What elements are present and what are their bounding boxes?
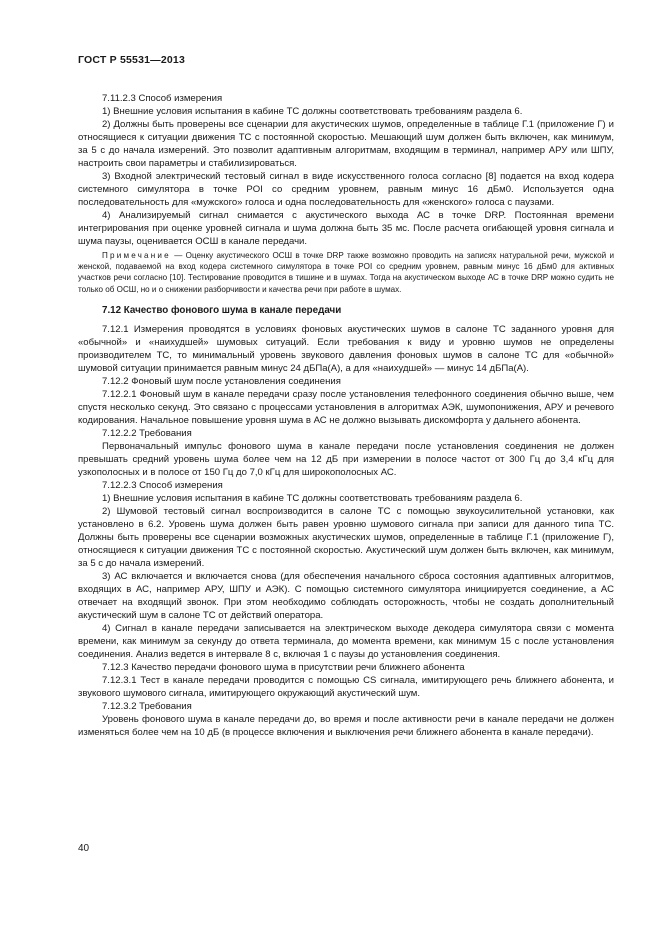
subsection-title: 7.11.2.3 Способ измерения (102, 93, 223, 104)
paragraph: 4) Сигнал в канале передачи записывается на электрическом выходе декодера симулятора связи с момента времени, как минимум за секунду до ответа терминала, до момента времени, как минимум 15 с после установления соединения. Анализ ведется в интервале 8 с, включая 1 с паузы до установления соединения. (78, 622, 614, 660)
standard-header: ГОСТ Р 55531—2013 (78, 54, 186, 66)
paragraph: 2) Шумовой тестовый сигнал воспроизводится в салоне ТС с помощью звукоусилительной установки, как установлено в 6.2. Уровень шума должен быть равен уровню шумового сигнала при записи для данного типа ТС. Должны быть проверены все сценарии возможных акустических шумов, определенные в таблице Г.1 (приложение Г), относящиеся к ситуации движения ТС с постоянной скоростью. Акустический шум должен быть включен, как минимум, за 5 с до начала измерений. (78, 505, 614, 569)
paragraph: 2) Должны быть проверены все сценарии для акустических шумов, определенные в таблице Г.1 (приложение Г) и относящиеся к ситуации движения ТС с постоянной скоростью. Мешающий шум должен быть включен, как минимум, за 5 с до начала измерений. Это позволит адаптивным алгоритмам, входящим в терминал, например АРУ или ШПУ, настроить свои параметры и стабилизироваться. (78, 119, 614, 169)
paragraph: Первоначальный импульс фонового шума в канале передачи после установления соединения не должен превышать средний уровень шума более чем на 12 дБ при измерении в полосе частот от 300 Гц до 3,4 кГц для узкополосных и в полосе от 150 Гц до 7,0 кГц для широкополосных АС. (78, 440, 614, 478)
note-label: Примечание (102, 251, 171, 260)
paragraph: 3) Входной электрический тестовый сигнал в виде искусственного голоса согласно [8] подается на вход кодера системного симулятора в точке POI со средним уровнем, равным минус 16 дБм0. Используется одна последовательность для «мужского» голоса и одна последовательность для «женского» голоса с паузами. (78, 171, 614, 208)
paragraph: 7.12.1 Измерения проводятся в условиях фоновых акустических шумов в салоне ТС заданного уровня для «обычной» и «наихудшей» шумовых ситуаций. Если требования к виду и уровню шумов не определены производителем ТС, то минимальный уровень звукового давления фоновых шумов в салоне ТС для «обычной» шумовой ситуации принимается равным минус 24 дБПа(А), а для «наихудшей» — минус 14 дБПа(А). (78, 323, 614, 374)
page-number: 40 (78, 843, 90, 854)
subsection-title: 7.12.2.2 Требования (102, 427, 192, 439)
subsection-title: 7.12.3 Качество передачи фонового шума в присутствии речи ближнего абонента (102, 661, 465, 673)
paragraph: 1) Внешние условия испытания в кабине ТС должны соответствовать требованиям раздела 6. (102, 492, 523, 504)
subsection-title: 7.12.3.2 Требования (102, 700, 192, 712)
note-text: — Оценку акустического ОСШ в точке DRP также возможно проводить на записях натуральной речи, мужской и женской, подаваемой на вход кодера системного симулятора в точке POI со средним уровнем, равным минус 16 дБм0 для активных участков речи согласно [10]. Тестирование проводится в тишине и в шумах. Тогда на акустическом выходе АС в точке DRP можно судить не только об ОСШ, но и о снижении разборчивости и качества речи при работе в шумах. (78, 251, 614, 294)
paragraph: 4) Анализируемый сигнал снимается с акустического выхода АС в точке DRP. Постоянная времени интегрирования при оценке уровней сигнала и шума должна быть 35 мс. После расчета огибающей уровня сигнала и шума паузы, оценивается ОСШ в канале передачи. (78, 210, 614, 247)
paragraph: 7.12.2.1 Фоновый шум в канале передачи сразу после установления телефонного соединения обычно выше, чем спустя несколько секунд. Это связано с процессами установления в алгоритмах АЭК, шумопонижения, АРУ и речевого кодирования. Начальное повышение уровня шума в АС не должно вызывать дискомфорта у дальнего абонента. (78, 388, 614, 426)
subsection-title: 7.12.2 Фоновый шум после установления соединения (102, 375, 341, 387)
paragraph: 3) АС включается и включается снова (для обеспечения начального сброса состояния адаптивных алгоритмов, входящих в АС, например АРУ, ШПУ и АЭК). С помощью системного симулятора инициируется соединение, а АС отвечает на входящий звонок. При этом необходимо соблюдать осторожность, чтобы не создать дополнительный акустический шум в салоне ТС от действий оператора. (78, 570, 614, 621)
paragraph: 7.12.3.1 Тест в канале передачи проводится с помощью CS сигнала, имитирующего речь ближнего абонента, и звукового шумового сигнала, имитирующего окружающий акустический шум. (78, 674, 614, 699)
paragraph: Уровень фонового шума в канале передачи до, во время и после активности речи в канале передачи не должен изменяться более чем на 10 дБ (в процессе включения и выключения речи ближнего абонента в канале передачи). (78, 713, 614, 738)
note (78, 250, 614, 295)
paragraph: 1) Внешние условия испытания в кабине ТС должны соответствовать требованиям раздела 6. (102, 106, 523, 117)
section-heading: 7.12 Качество фонового шума в канале передачи (102, 304, 342, 316)
subsection-title: 7.12.2.3 Способ измерения (102, 479, 223, 491)
page-content (78, 92, 614, 739)
